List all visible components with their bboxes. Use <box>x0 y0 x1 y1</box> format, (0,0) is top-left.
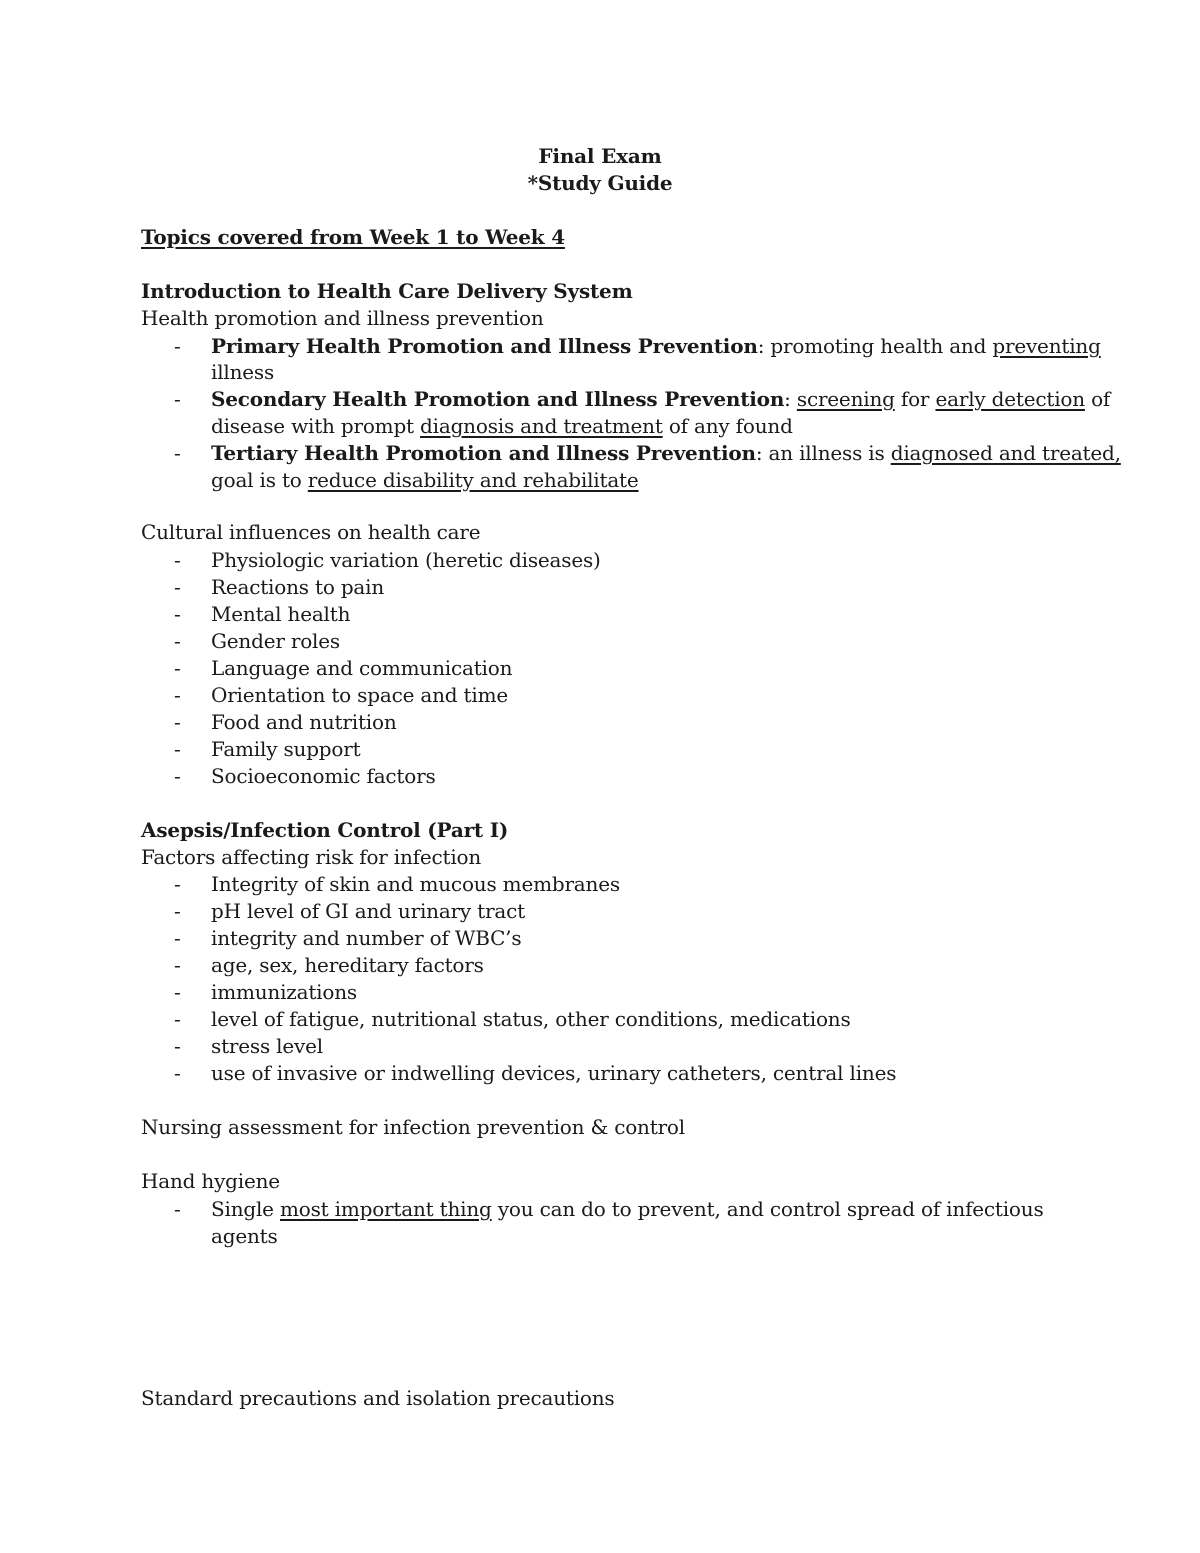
tertiary-prevention-line-2: goal is to reduce disability and rehabilitate <box>211 468 639 492</box>
secondary-prevention-line-2: disease with prompt diagnosis and treatment of any found <box>211 414 793 438</box>
subheading-risk-factors: Factors affecting risk for infection <box>141 845 482 869</box>
list-item: Language and communication <box>211 656 513 680</box>
section-heading-health-care: Introduction to Health Care Delivery System <box>141 279 633 303</box>
list-item: Family support <box>211 737 361 761</box>
topics-heading: Topics covered from Week 1 to Week 4 <box>141 225 565 249</box>
standard-precautions-heading: Standard precautions and isolation precautions <box>141 1386 615 1410</box>
list-item: Mental health <box>211 602 351 626</box>
tertiary-term: Tertiary Health Promotion and Illness Prevention <box>211 441 756 465</box>
list-item: Food and nutrition <box>211 710 397 734</box>
primary-prevention-line-2: illness <box>211 360 275 384</box>
list-item: Integrity of skin and mucous membranes <box>211 872 620 896</box>
nursing-assessment-heading: Nursing assessment for infection prevention & control <box>141 1115 685 1139</box>
hand-hygiene-line-2: agents <box>211 1224 278 1248</box>
cultural-heading: Cultural influences on health care <box>141 520 481 544</box>
hand-hygiene-heading: Hand hygiene <box>141 1169 280 1193</box>
bullet-dash: - <box>174 764 181 788</box>
bullet-dash: - <box>174 1197 181 1221</box>
tertiary-prevention-line: Tertiary Health Promotion and Illness Prevention: an illness is diagnosed and treated, <box>211 441 1121 465</box>
bullet-dash: - <box>174 1061 181 1085</box>
list-item: Orientation to space and time <box>211 683 508 707</box>
bullet-dash: - <box>174 899 181 923</box>
bullet-dash: - <box>174 602 181 626</box>
secondary-prevention-line: Secondary Health Promotion and Illness Prevention: screening for early detection of <box>211 387 1111 411</box>
list-item: Gender roles <box>211 629 340 653</box>
list-item: level of fatigue, nutritional status, other conditions, medications <box>211 1007 851 1031</box>
bullet-dash: - <box>174 1007 181 1031</box>
bullet-dash: - <box>174 683 181 707</box>
page-title: Final Exam <box>538 144 662 168</box>
primary-term: Primary Health Promotion and Illness Prevention <box>211 334 758 358</box>
bullet-dash: - <box>174 710 181 734</box>
bullet-dash: - <box>174 334 181 358</box>
list-item: pH level of GI and urinary tract <box>211 899 525 923</box>
list-item: Physiologic variation (heretic diseases) <box>211 548 601 572</box>
bullet-dash: - <box>174 953 181 977</box>
list-item: integrity and number of WBC’s <box>211 926 522 950</box>
section-heading-asepsis: Asepsis/Infection Control (Part I) <box>141 818 509 842</box>
bullet-dash: - <box>174 656 181 680</box>
bullet-dash: - <box>174 926 181 950</box>
bullet-dash: - <box>174 575 181 599</box>
bullet-dash: - <box>174 737 181 761</box>
list-item: age, sex, hereditary factors <box>211 953 484 977</box>
list-item: immunizations <box>211 980 357 1004</box>
bullet-dash: - <box>174 441 181 465</box>
list-item: stress level <box>211 1034 323 1058</box>
page-subtitle: *Study Guide <box>527 171 673 195</box>
subheading-health-promotion: Health promotion and illness prevention <box>141 306 544 330</box>
bullet-dash: - <box>174 980 181 1004</box>
hand-hygiene-line: Single most important thing you can do to prevent, and control spread of infectious <box>211 1197 1044 1221</box>
secondary-term: Secondary Health Promotion and Illness Prevention <box>211 387 785 411</box>
bullet-dash: - <box>174 629 181 653</box>
primary-prevention-line: Primary Health Promotion and Illness Prevention: promoting health and preventing <box>211 334 1101 358</box>
list-item: Socioeconomic factors <box>211 764 436 788</box>
list-item: use of invasive or indwelling devices, urinary catheters, central lines <box>211 1061 897 1085</box>
list-item: Reactions to pain <box>211 575 385 599</box>
bullet-dash: - <box>174 387 181 411</box>
bullet-dash: - <box>174 1034 181 1058</box>
bullet-dash: - <box>174 872 181 896</box>
bullet-dash: - <box>174 548 181 572</box>
